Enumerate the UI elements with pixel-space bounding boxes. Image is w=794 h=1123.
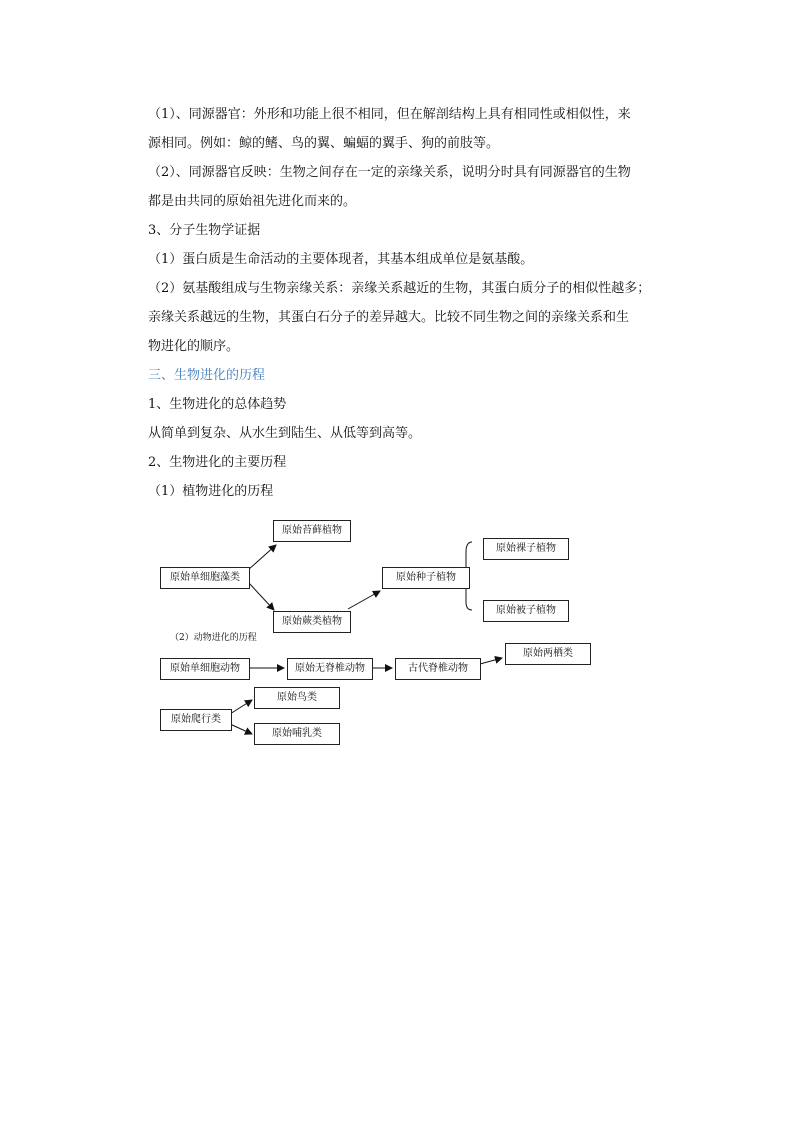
- text-line-9: 物进化的顺序。: [148, 339, 240, 354]
- text-line-1: （1）、同源器官：外形和功能上很不相同，但在解剖结构上具有相同性或相似性，来: [148, 107, 631, 122]
- arrow-algae-to-fern: [248, 582, 274, 610]
- box-gymnosperm: 原始裸子植物: [483, 538, 569, 560]
- box-moss: 原始苔藓植物: [273, 520, 351, 542]
- arrow-algae-to-moss: [248, 545, 276, 570]
- text-line-8: 亲缘关系越远的生物，其蛋白石分子的差异越大。比较不同生物之间的亲缘关系和生: [148, 310, 630, 325]
- box-angiosperm: 原始被子植物: [483, 600, 569, 622]
- text-line-11: 1、生物进化的总体趋势: [148, 397, 287, 412]
- box-mammal: 原始哺乳类: [254, 723, 340, 745]
- section-heading: 三、生物进化的历程: [148, 368, 266, 383]
- text-line-13: 2、生物进化的主要历程: [148, 455, 287, 470]
- box-fern: 原始蕨类植物: [273, 611, 351, 633]
- box-invertebrate: 原始无脊椎动物: [287, 658, 373, 680]
- text-line-4: 都是由共同的原始祖先进化而来的。: [148, 194, 357, 209]
- box-unicellular-algae: 原始单细胞藻类: [160, 567, 250, 589]
- animal-diagram-heading: （2）动物进化的历程: [170, 633, 257, 643]
- text-line-5: 3、分子生物学证据: [148, 223, 261, 238]
- arrow-reptile-to-bird: [230, 700, 252, 714]
- arrow-vertebrate-to-amphibian: [480, 658, 502, 664]
- text-line-6: （1）蛋白质是生命活动的主要体现者，其基本组成单位是氨基酸。: [148, 252, 534, 267]
- arrow-fern-to-seed: [348, 591, 380, 609]
- box-amphibian: 原始两栖类: [505, 643, 591, 665]
- text-line-7: （2）氨基酸组成与生物亲缘关系：亲缘关系越近的生物，其蛋白质分子的相似性越多；: [148, 281, 651, 296]
- text-line-2: 源相同。例如：鲸的鳍、鸟的翼、蝙蝠的翼手、狗的前肢等。: [148, 136, 500, 151]
- box-unicellular-animal: 原始单细胞动物: [160, 658, 250, 680]
- box-seed-plant: 原始种子植物: [382, 567, 470, 589]
- arrow-reptile-to-mammal: [230, 724, 252, 734]
- box-bird: 原始鸟类: [254, 687, 340, 709]
- box-reptile: 原始爬行类: [160, 709, 232, 731]
- text-line-12: 从简单到复杂、从水生到陆生、从低等到高等。: [148, 426, 422, 441]
- text-line-3: （2）、同源器官反映：生物之间存在一定的亲缘关系，说明分时具有同源器官的生物: [148, 165, 631, 180]
- text-line-14: （1）植物进化的历程: [148, 484, 274, 499]
- box-ancient-vertebrate: 古代脊椎动物: [395, 658, 481, 680]
